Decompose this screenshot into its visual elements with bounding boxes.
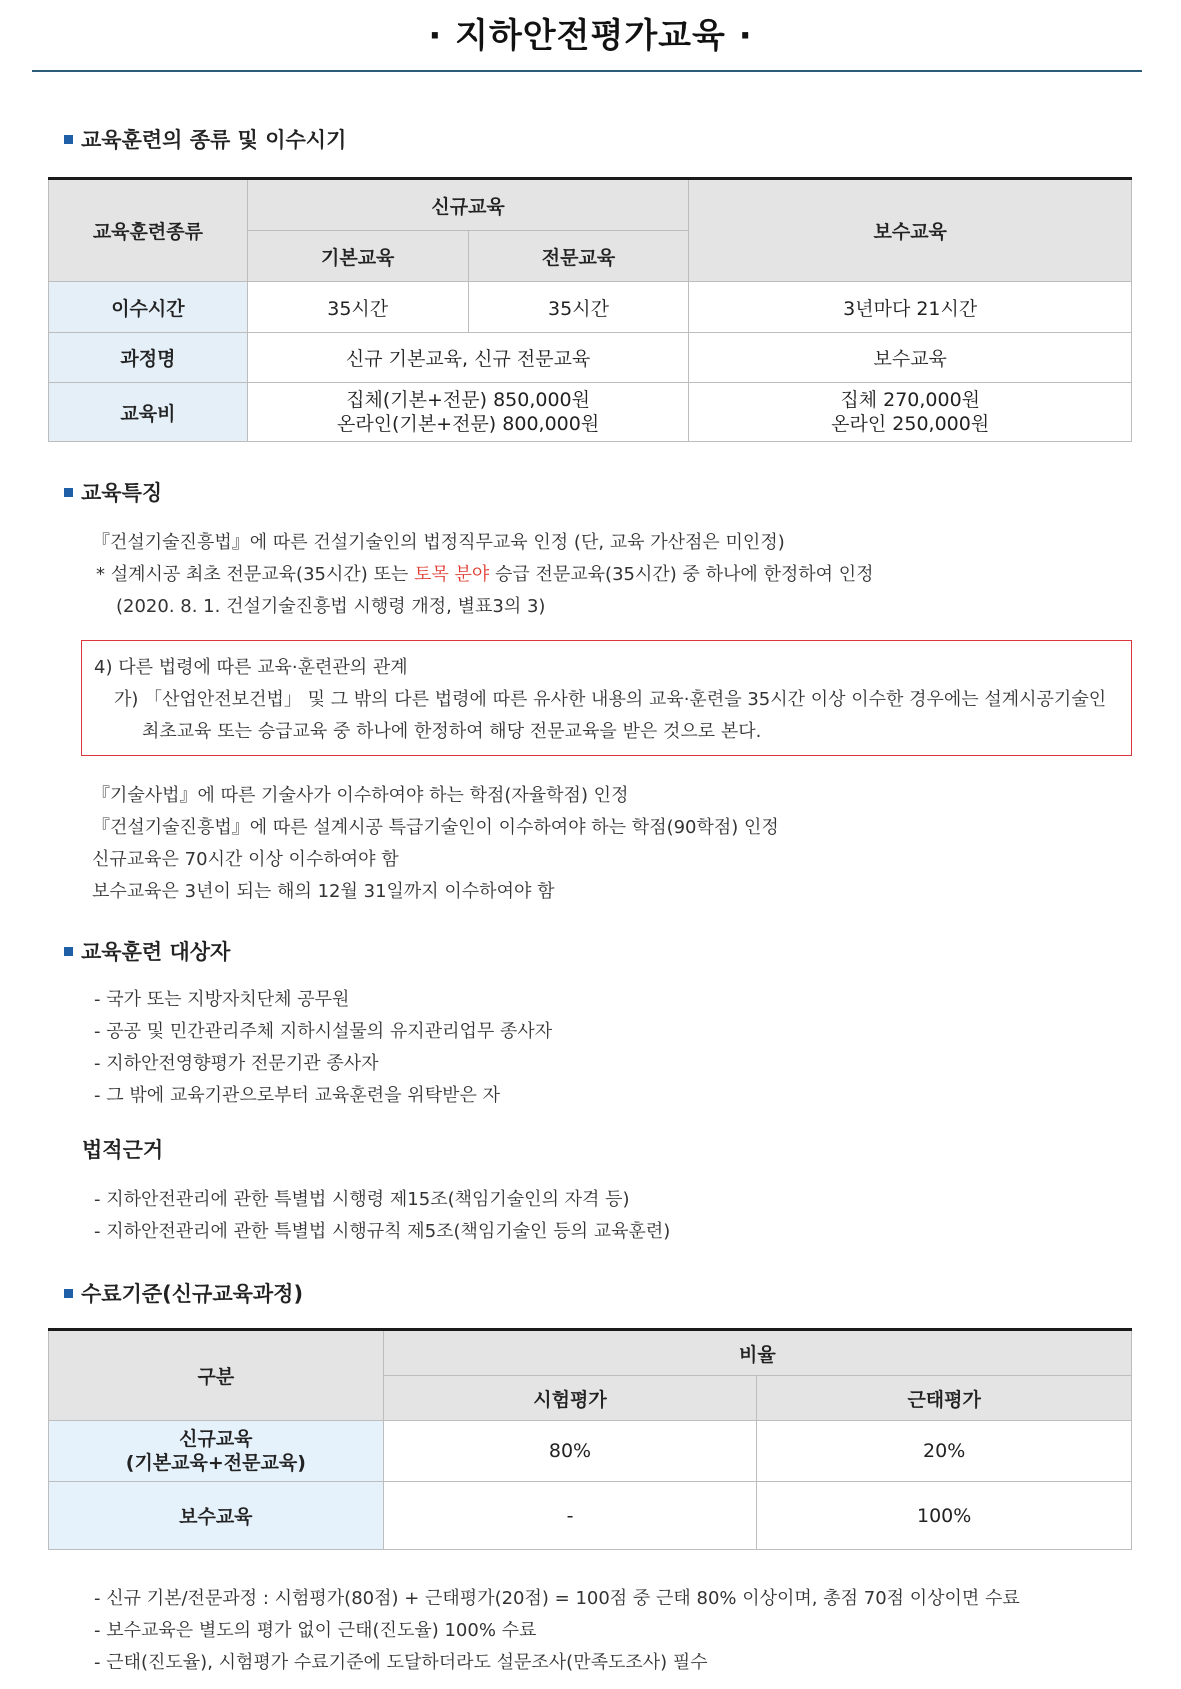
completion-criteria-table <box>48 1328 1132 1550</box>
feature-line: 보수교육은 3년이 되는 해의 12월 31일까지 이수하여야 함 <box>92 881 555 902</box>
header-attendance-evaluation: 근태평가 <box>757 1376 1132 1421</box>
section-heading-features <box>64 477 162 507</box>
section-heading-targets <box>64 936 230 966</box>
header-new-education: 신규교육 <box>247 179 689 231</box>
cell-expert-hours: 35시간 <box>468 282 689 333</box>
feature-note-date: (2020. 8. 1. 건설기술진흥법 시행령 개정, 별표3의 3) <box>116 596 546 617</box>
section-heading-label: 교육훈련의 종류 및 이수시기 <box>81 128 347 152</box>
fee-line: 온라인(기본+전문) 800,000원 <box>337 413 600 435</box>
list-item: - 그 밖에 교육기관으로부터 교육훈련을 위탁받은 자 <box>94 1085 500 1106</box>
notice-line: 4) 다른 법령에 따른 교육·훈련관의 관계 <box>94 657 408 678</box>
list-item: - 지하안전영향평가 전문기관 종사자 <box>94 1053 379 1074</box>
cell-refresh-course: 보수교육 <box>689 333 1132 383</box>
header-refresh-education: 보수교육 <box>689 179 1132 282</box>
table-row <box>49 383 1132 442</box>
row-label-line: 신규교육 <box>179 1428 253 1450</box>
notice-line: 가) 「산업안전보건법」 및 그 밖의 다른 법령에 따른 유사한 내용의 교육·훈련을 35시간 이상 이수한 경우에는 설계시공기술인 <box>114 689 1107 710</box>
fee-line: 온라인 250,000원 <box>831 413 990 435</box>
list-item: - 근태(진도율), 시험평가 수료기준에 도달하더라도 설문조사(만족도조사) 필수 <box>94 1652 708 1673</box>
title-divider <box>32 70 1142 72</box>
legal-basis-heading: 법적근거 <box>82 1138 164 1162</box>
row-label-course: 과정명 <box>49 333 248 383</box>
feature-line: 『건설기술진흥법』에 따른 건설기술인의 법정직무교육 인정 (단, 교육 가산점은 미인정) <box>92 532 785 553</box>
note-text: * 설계시공 최초 전문교육(35시간) 또는 <box>96 564 414 585</box>
bullet-square-icon <box>64 488 73 497</box>
section-heading-label: 교육특징 <box>81 481 163 505</box>
bullet-square-icon <box>64 135 73 144</box>
cell-refresh-fee <box>689 383 1132 442</box>
cell-basic-hours: 35시간 <box>247 282 468 333</box>
list-item: - 지하안전관리에 관한 특별법 시행령 제15조(책임기술인의 자격 등) <box>94 1189 630 1210</box>
cell-new-course: 신규 기본교육, 신규 전문교육 <box>247 333 689 383</box>
feature-line: 『기술사법』에 따른 기술사가 이수하여야 하는 학점(자율학점) 인정 <box>92 785 629 806</box>
table-row <box>49 282 1132 333</box>
bullet-square-icon <box>64 947 73 956</box>
list-item: - 신규 기본/전문과정 : 시험평가(80점) + 근태평가(20점) = 100점 중 근태 80% 이상이며, 총점 70점 이상이면 수료 <box>94 1588 1020 1609</box>
list-item: - 공공 및 민간관리주체 지하시설물의 유지관리업무 종사자 <box>94 1021 553 1042</box>
cell-new-exam: 80% <box>383 1421 757 1482</box>
header-category: 구분 <box>49 1330 384 1421</box>
table-row <box>49 1482 1132 1550</box>
cell-refresh-exam: - <box>383 1482 757 1550</box>
training-types-table <box>48 177 1132 442</box>
header-training-type: 교육훈련종류 <box>49 179 248 282</box>
section-heading-completion <box>64 1278 303 1308</box>
section-heading-types <box>64 124 346 154</box>
section-heading-label: 교육훈련 대상자 <box>81 940 231 964</box>
fee-line: 집체 270,000원 <box>840 389 981 411</box>
cell-refresh-hours: 3년마다 21시간 <box>689 282 1132 333</box>
fee-line: 집체(기본+전문) 850,000원 <box>346 389 591 411</box>
row-label-line: (기본교육+전문교육) <box>125 1452 306 1474</box>
notice-box <box>81 640 1132 756</box>
list-item: - 지하안전관리에 관한 특별법 시행규칙 제5조(책임기술인 등의 교육훈련) <box>94 1221 671 1242</box>
list-item: - 국가 또는 지방자치단체 공무원 <box>94 989 350 1010</box>
header-ratio: 비율 <box>383 1330 1131 1376</box>
page-title: · 지하안전평가교육 · <box>428 16 753 56</box>
header-expert-education: 전문교육 <box>468 231 689 282</box>
bullet-square-icon <box>64 1289 73 1298</box>
cell-refresh-attendance: 100% <box>757 1482 1132 1550</box>
feature-line: 신규교육은 70시간 이상 이수하여야 함 <box>92 849 399 870</box>
row-label-fee: 교육비 <box>49 383 248 442</box>
section-heading-label: 수료기준(신규교육과정) <box>81 1282 304 1306</box>
table-row <box>49 1421 1132 1482</box>
feature-line: 『건설기술진흥법』에 따른 설계시공 특급기술인이 이수하여야 하는 학점(90학점) 인정 <box>92 817 779 838</box>
list-item: - 보수교육은 별도의 평가 없이 근태(진도율) 100% 수료 <box>94 1620 537 1641</box>
notice-line: 최초교육 또는 승급교육 중 하나에 한정하여 해당 전문교육을 받은 것으로 본다. <box>142 721 762 742</box>
feature-note <box>96 560 874 586</box>
row-label-new-education <box>49 1421 384 1482</box>
highlight-text: 토목 분야 <box>414 564 490 585</box>
cell-new-fee <box>247 383 689 442</box>
row-label-hours: 이수시간 <box>49 282 248 333</box>
header-exam-evaluation: 시험평가 <box>383 1376 757 1421</box>
note-text: 승급 전문교육(35시간) 중 하나에 한정하여 인정 <box>489 564 874 585</box>
row-label-refresh-education: 보수교육 <box>49 1482 384 1550</box>
header-basic-education: 기본교육 <box>247 231 468 282</box>
cell-new-attendance: 20% <box>757 1421 1132 1482</box>
table-row <box>49 333 1132 383</box>
